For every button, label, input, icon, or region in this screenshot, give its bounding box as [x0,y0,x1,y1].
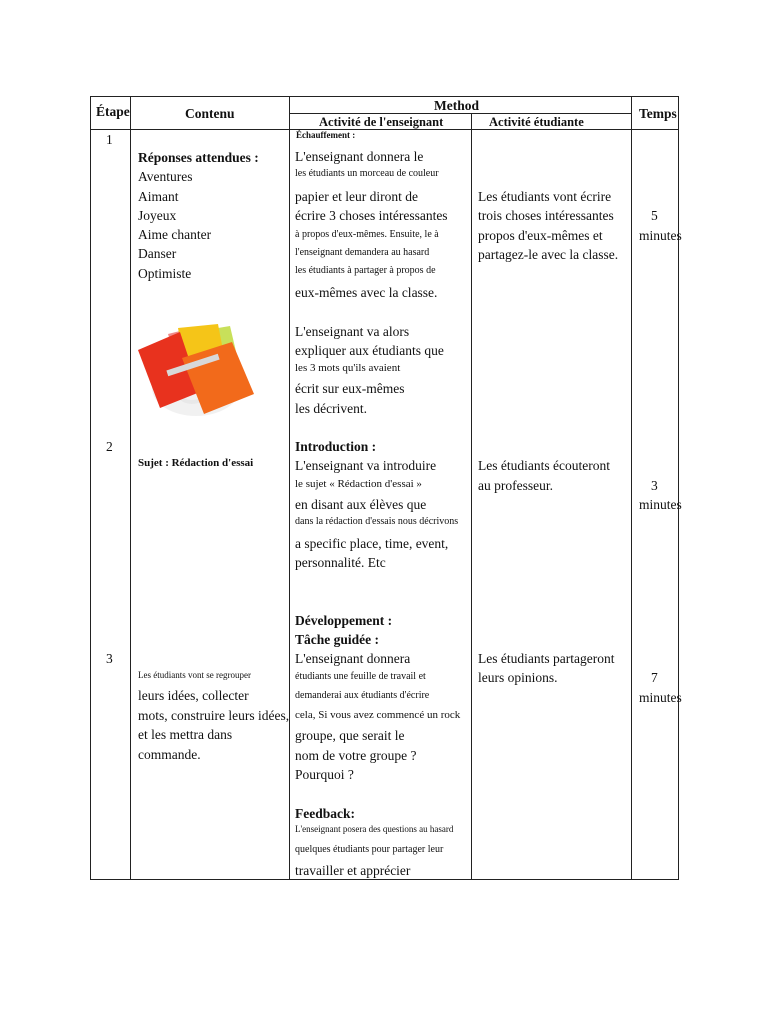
teacher-line: les étudiants un morceau de couleur [295,168,439,179]
introduction-heading: Introduction : [295,439,377,454]
col-divider-2 [289,96,290,880]
colored-paper-image [138,322,260,418]
content-line: leurs idées, collecter [138,688,249,703]
teacher-line: l'enseignant demandera au hasard [295,247,430,258]
table-border-bottom [90,879,679,880]
header-contenu: Contenu [185,106,235,121]
teacher-line: les décrivent. [295,401,367,416]
teacher-line: les 3 mots qu'ils avaient [295,362,401,374]
answer-item: Aime chanter [138,227,212,242]
content-line: et les mettra dans [138,727,233,742]
content-line: commande. [138,747,201,762]
answer-item: Optimiste [138,266,192,281]
feedback-heading: Feedback: [295,806,355,821]
teacher-line: L'enseignant donnera le [295,149,424,164]
teacher-line: cela, Si vous avez commencé un rock [295,709,461,721]
student-line: Les étudiants écouteront [478,458,610,473]
header-activite-enseignant: Activité de l'enseignant [319,115,444,129]
step2-time-unit: minutes [639,497,682,512]
student-line: partagez-le avec la classe. [478,247,619,262]
step1-time-unit: minutes [639,228,682,243]
expected-answers-title: Réponses attendues : [138,150,259,165]
header-method: Method [434,98,479,113]
teacher-line: expliquer aux étudiants que [295,343,444,358]
student-line: Les étudiants vont écrire [478,189,612,204]
warmup-heading: Échauffement : [296,130,356,140]
teacher-line: Pourquoi ? [295,767,354,782]
teacher-line: écrit sur eux-mêmes [295,381,405,396]
student-line: Les étudiants partageront [478,651,615,666]
step3-time-unit: minutes [639,690,682,705]
step3-time-value: 7 [651,670,658,685]
student-line: propos d'eux-mêmes et [478,228,603,243]
step2-time-value: 3 [651,478,658,493]
content-line: Les étudiants vont se regrouper [138,670,251,680]
table-border-right [678,96,679,880]
method-divider [289,113,631,114]
header-etape: Étape [96,104,130,119]
col-divider-1 [130,96,131,880]
teacher-line: écrire 3 choses intéressantes [295,208,448,223]
teacher-line: L'enseignant va alors [295,324,410,339]
feedback-line: L'enseignant posera des questions au hasard [295,824,454,834]
teacher-line: à propos d'eux-mêmes. Ensuite, le à [295,229,439,240]
teacher-line: dans la rédaction d'essais nous décrivons [295,516,459,527]
student-line: trois choses intéressantes [478,208,614,223]
step2-content: Sujet : Rédaction d'essai [138,457,254,469]
step-number-3: 3 [106,651,113,666]
col-divider-3 [471,113,472,880]
header-activite-etudiante: Activité étudiante [489,115,584,129]
col-divider-4 [631,96,632,880]
table-border-top [90,96,679,97]
teacher-line: le sujet « Rédaction d'essai » [295,478,422,490]
guided-task-heading: Tâche guidée : [295,632,379,647]
student-line: leurs opinions. [478,670,558,685]
teacher-line: groupe, que serait le [295,728,405,743]
answer-item: Danser [138,246,177,261]
teacher-line: personnalité. Etc [295,555,386,570]
teacher-line: papier et leur diront de [295,189,418,204]
content-line: mots, construire leurs idées, [138,708,290,723]
teacher-line: a specific place, time, event, [295,536,449,551]
step1-time-value: 5 [651,208,658,223]
answer-item: Aventures [138,169,193,184]
answer-item: Joyeux [138,208,177,223]
student-line: au professeur. [478,478,553,493]
header-temps: Temps [639,106,677,121]
teacher-line: nom de votre groupe ? [295,748,417,763]
header-bottom-border [90,129,679,130]
teacher-line: demanderai aux étudiants d'écrire [295,690,430,701]
teacher-line: en disant aux élèves que [295,497,427,512]
teacher-line: étudiants une feuille de travail et [295,671,426,682]
feedback-line: travailler et apprécier [295,863,411,878]
teacher-line: L'enseignant va introduire [295,458,437,473]
table-border-left [90,96,91,880]
step-number-2: 2 [106,439,113,454]
development-heading: Développement : [295,613,393,628]
feedback-line: quelques étudiants pour partager leur [295,844,444,855]
teacher-line: les étudiants à partager à propos de [295,265,436,276]
teacher-line: L'enseignant donnera [295,651,411,666]
answer-item: Aimant [138,189,179,204]
step-number-1: 1 [106,132,113,147]
teacher-line: eux-mêmes avec la classe. [295,285,438,300]
